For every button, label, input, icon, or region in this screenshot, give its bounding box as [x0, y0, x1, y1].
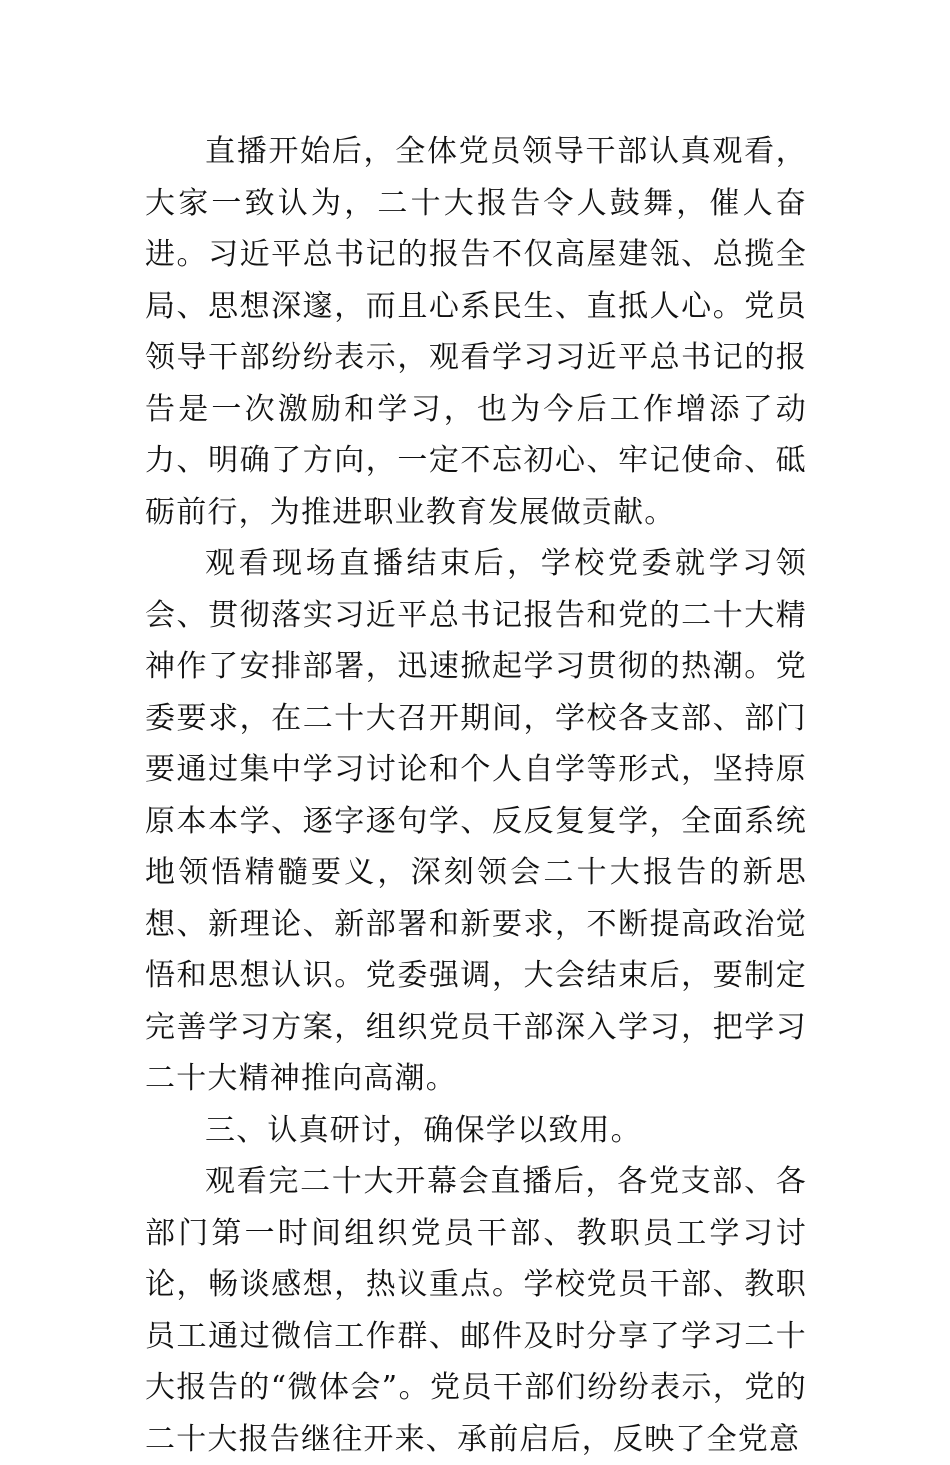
paragraph-party-committee-arrangement: 观看现场直播结束后，学校党委就学习领会、贯彻落实习近平总书记报告和党的二十大精神作了安排部署，迅速掀起学习贯彻的热潮。党委要求，在二十大召开期间，学校各支部、部门要通过集中学习讨论和个人自学等形式，坚持原原本本学、逐字逐句学、反反复复学，全面系统地领悟精髓要义，深刻领会二十大报告的新思想、新理论、新部署和新要求，不断提高政治觉悟和思想认识。党委强调，大会结束后，要制定完善学习方案，组织党员干部深入学习，把学习二十大精神推向高潮。 [145, 546, 807, 1096]
document-body [145, 126, 807, 1465]
section-heading-three: 三、认真研讨，确保学以致用。 [205, 1112, 642, 1148]
paragraph-live-broadcast: 直播开始后，全体党员领导干部认真观看，大家一致认为，二十大报告令人鼓舞，催人奋进。习近平总书记的报告不仅高屋建瓴、总揽全局、思想深邃，而且心系民生、直抵人心。党员领导干部纷纷表示，观看学习习近平总书记的报告是一次激励和学习，也为今后工作增添了动力、明确了方向，一定不忘初心、牢记使命、砥砺前行，为推进职业教育发展做贡献。 [145, 134, 807, 530]
paragraph-discussion: 观看完二十大开幕会直播后，各党支部、各部门第一时间组织党员干部、教职员工学习讨论，畅谈感想，热议重点。学校党员干部、教职员工通过微信工作群、邮件及时分享了学习二十大报告的“微体会”。党员干部们纷纷表示，党的二十大报告继往开来、承前启后，反映了全党意 [145, 1164, 807, 1457]
